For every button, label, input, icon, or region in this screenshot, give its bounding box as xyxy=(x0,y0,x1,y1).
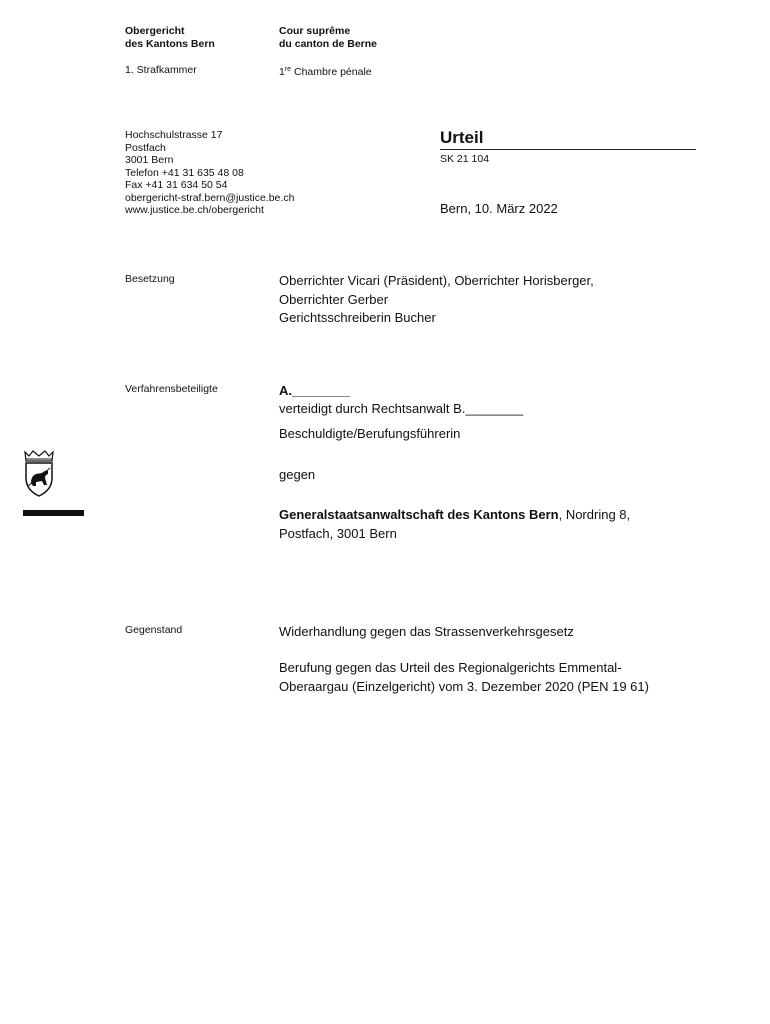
party-prosecutor xyxy=(279,506,630,543)
address-street: Hochschulstrasse 17 xyxy=(125,129,223,141)
chamber-fr-text: Chambre pénale xyxy=(291,66,372,78)
gegenstand-appeal-line-1: Berufung gegen das Urteil des Regionalgerichts Emmental- xyxy=(279,660,622,675)
document-date: Bern, 10. März 2022 xyxy=(440,201,558,216)
besetzung-line-3: Gerichtsschreiberin Bucher xyxy=(279,310,436,325)
case-number: SK 21 104 xyxy=(440,153,490,165)
document-title: Urteil xyxy=(440,128,696,150)
besetzung-line-2: Oberrichter Gerber xyxy=(279,291,389,307)
gegenstand-appeal xyxy=(279,659,649,696)
besetzung-line-1: Oberrichter Vicari (Präsident), Oberrichter Horisberger, xyxy=(279,273,594,288)
party-prosecutor-line-1 xyxy=(279,506,630,525)
court-name-de xyxy=(125,25,215,51)
party-role: Beschuldigte/Berufungsführerin xyxy=(279,426,461,441)
gegenstand-label: Gegenstand xyxy=(125,624,183,636)
chamber-fr xyxy=(279,64,372,79)
gegenstand-appeal-line-2: Oberaargau (Einzelgericht) vom 3. Dezember 2020 (PEN 19 61) xyxy=(279,678,649,694)
party-prosecutor-name: Generalstaatsanwaltschaft des Kantons Bern xyxy=(279,507,559,522)
party-prosecutor-line-2: Postfach, 3001 Bern xyxy=(279,525,397,541)
address-pobox: Postfach xyxy=(125,141,166,154)
address-website: www.justice.be.ch/obergericht xyxy=(125,204,264,216)
address-fax: Fax +41 31 634 50 54 xyxy=(125,179,228,191)
address-phone: Telefon +41 31 635 48 08 xyxy=(125,166,244,179)
court-name-fr-line-1: Cour suprême xyxy=(279,25,351,37)
court-name-fr-line-2: du canton de Berne xyxy=(279,38,378,50)
besetzung-members xyxy=(279,272,594,328)
parties-label: Verfahrensbeteiligte xyxy=(125,383,218,395)
court-name-de-line-2: des Kantons Bern xyxy=(125,38,215,50)
besetzung-label: Besetzung xyxy=(125,273,175,285)
gegenstand-subject: Widerhandlung gegen das Strassenverkehrsgesetz xyxy=(279,624,574,639)
bern-coat-of-arms-icon xyxy=(23,450,55,503)
court-name-fr xyxy=(279,25,377,51)
party-prosecutor-address: , Nordring 8, xyxy=(558,507,631,522)
party-defense: verteidigt durch Rechtsanwalt B.________ xyxy=(279,401,524,416)
party-accused-name: A.________ xyxy=(279,383,350,398)
chamber-fr-superscript: re xyxy=(284,66,292,73)
divider-bar xyxy=(23,510,84,516)
court-name-de-line-1: Obergericht xyxy=(125,25,185,37)
party-against: gegen xyxy=(279,467,316,482)
chamber-fr-number: 1 xyxy=(279,66,285,78)
address-city: 3001 Bern xyxy=(125,154,174,166)
address-block xyxy=(125,129,294,217)
address-email: obergericht-straf.bern@justice.be.ch xyxy=(125,191,295,204)
chamber-de: 1. Strafkammer xyxy=(125,64,197,76)
